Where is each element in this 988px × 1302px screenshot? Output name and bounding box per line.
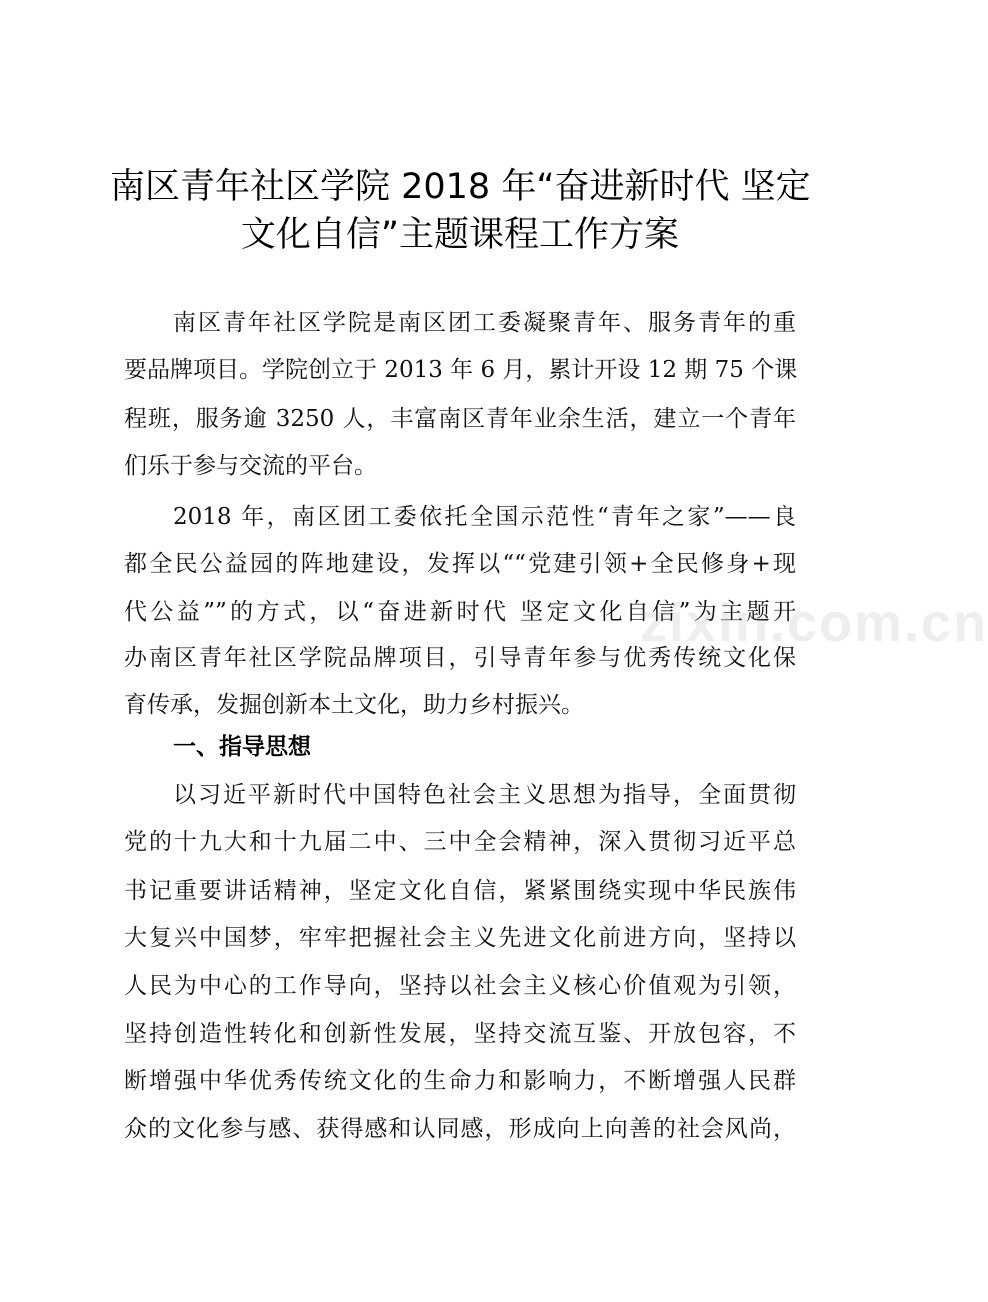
paragraph-1-line-4: 们乐于参与交流的平台。 bbox=[124, 453, 377, 479]
paragraph-3-line-6: 坚持创造性转化和创新性发展，坚持交流互鉴、开放包容，不 bbox=[124, 1021, 796, 1047]
paragraph-1-line-2: 要品牌项目。学院创立于 2013 年 6 月，累计开设 12 期 75 个课 bbox=[124, 357, 798, 383]
paragraph-3-line-7: 断增强中华优秀传统文化的生命力和影响力，不断增强人民群 bbox=[124, 1068, 796, 1094]
paragraph-3-line-8: 众的文化参与感、获得感和认同感，形成向上向善的社会风尚， bbox=[124, 1116, 796, 1142]
paragraph-2-line-3: 代公益””的方式，以“奋进新时代 坚定文化自信”为主题开 bbox=[124, 599, 796, 625]
paragraph-3-line-1: 以习近平新时代中国特色社会主义思想为指导，全面贯彻 bbox=[173, 782, 796, 808]
paragraph-2-line-1: 2018 年，南区团工委依托全国示范性“青年之家”——良 bbox=[173, 504, 796, 530]
paragraph-1-line-1: 南区青年社区学院是南区团工委凝聚青年、服务青年的重 bbox=[173, 310, 796, 336]
document-title-line-1: 南区青年社区学院 2018 年“奋进新时代 坚定 bbox=[110, 167, 811, 207]
paragraph-2-line-2: 都全民公益园的阵地建设，发挥以““党建引领+全民修身+现 bbox=[124, 551, 796, 577]
paragraph-3-line-4: 大复兴中国梦，牢牢把握社会主义先进文化前进方向，坚持以 bbox=[124, 925, 796, 951]
watermark: zixin.com.cn bbox=[640, 593, 988, 653]
paragraph-3-line-5: 人民为中心的工作导向，坚持以社会主义核心价值观为引领， bbox=[124, 973, 796, 999]
section-heading-guiding-thought: 一、指导思想 bbox=[173, 734, 311, 760]
paragraph-2-line-4: 办南区青年社区学院品牌项目，引导青年参与优秀传统文化保 bbox=[124, 645, 796, 671]
document-title-line-2: 文化自信”主题课程工作方案 bbox=[240, 215, 680, 255]
paragraph-2-line-5: 育传承，发掘创新本土文化，助力乡村振兴。 bbox=[124, 692, 584, 718]
paragraph-1-line-3: 程班，服务逾 3250 人，丰富南区青年业余生活，建立一个青年 bbox=[124, 406, 796, 432]
paragraph-3-line-3: 书记重要讲话精神，坚定文化自信，紧紧围绕实现中华民族伟 bbox=[124, 878, 796, 904]
paragraph-3-line-2: 党的十九大和十九届二中、三中全会精神，深入贯彻习近平总 bbox=[124, 829, 796, 855]
